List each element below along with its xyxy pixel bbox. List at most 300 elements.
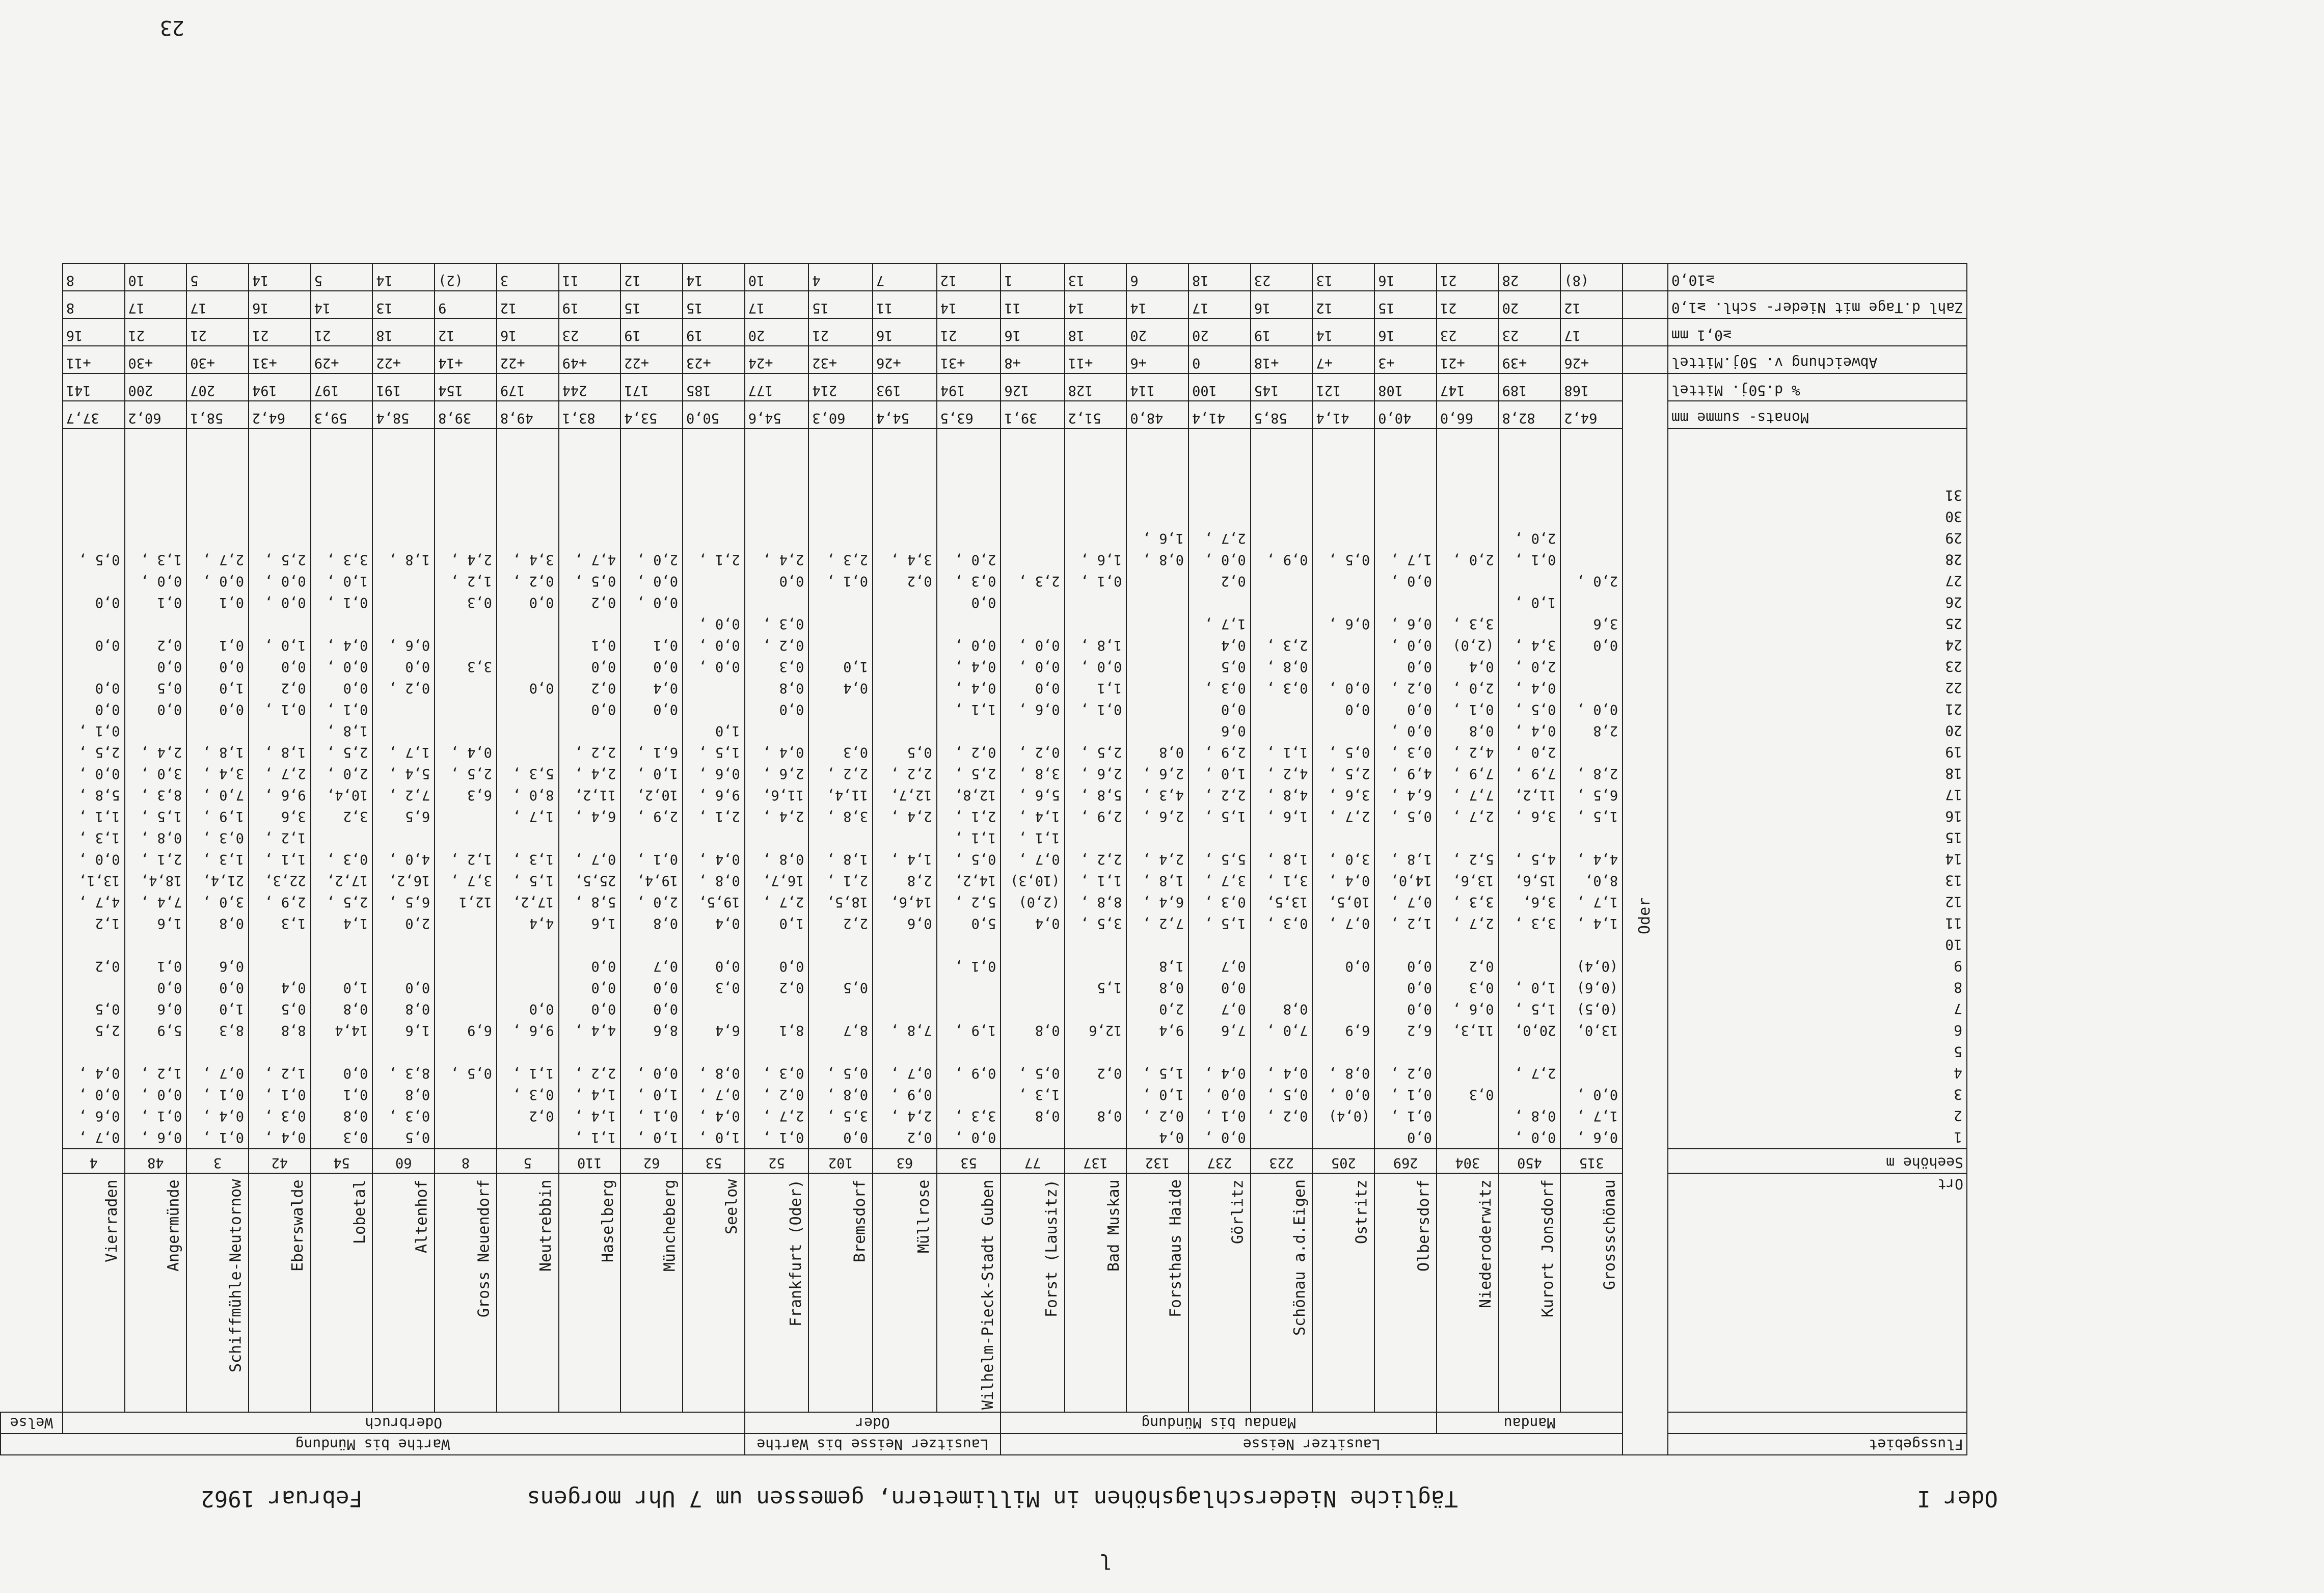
daily-value: 0,1 bbox=[343, 1087, 368, 1103]
daily-value: 1,1 , bbox=[512, 1065, 554, 1082]
daily-value bbox=[439, 931, 492, 953]
daily-value: 2,4 , bbox=[1142, 851, 1184, 868]
daily-value bbox=[563, 610, 616, 632]
station-name-cell bbox=[1499, 1173, 1561, 1412]
daily-value bbox=[1565, 1060, 1618, 1081]
daily-value bbox=[315, 824, 368, 846]
daily-value: 7,2 , bbox=[1142, 915, 1184, 932]
daily-values bbox=[745, 428, 809, 1149]
daily-value: 0,0 bbox=[1221, 980, 1246, 996]
daily-value: 1,5 , bbox=[1204, 915, 1246, 932]
daily-value bbox=[687, 482, 740, 503]
daily-value: 3,0 , bbox=[1328, 851, 1370, 868]
daily-value: 6,3 bbox=[467, 787, 492, 803]
day-label: 15 bbox=[1945, 829, 1962, 847]
deviation-value: +26 bbox=[1560, 346, 1623, 373]
daily-values bbox=[63, 428, 125, 1149]
daily-value: 14,2, bbox=[955, 873, 996, 889]
header-title: Tägliche Niederschlagshöhen in Millimetern, gemessen um 7 Uhr morgens bbox=[527, 1486, 1458, 1511]
daily-value: 8,1 bbox=[779, 1022, 804, 1039]
days-ge-10-0-value: 14 bbox=[249, 263, 311, 291]
daily-value: 0,4 , bbox=[955, 659, 996, 675]
daily-value bbox=[941, 610, 996, 632]
daily-value bbox=[501, 610, 554, 632]
daily-value: 0,8 bbox=[1283, 1001, 1308, 1017]
daily-value bbox=[687, 696, 740, 717]
daily-value: 2,9 , bbox=[1204, 744, 1246, 761]
header-month: Februar 1962 bbox=[201, 1486, 363, 1511]
daily-value bbox=[1503, 931, 1556, 953]
daily-value: 0,0 bbox=[157, 659, 182, 675]
daily-value: 0,2 , bbox=[955, 744, 996, 761]
daily-value: 2,1 , bbox=[140, 851, 182, 868]
daily-value: 3,3 , bbox=[1452, 894, 1494, 910]
daily-value: 1,2 , bbox=[264, 830, 306, 846]
daily-value: 0,5 bbox=[157, 680, 182, 696]
daily-value: 0,1 , bbox=[1452, 701, 1494, 718]
daily-value: 1,0 , bbox=[1515, 595, 1556, 611]
daily-value: 1,1 , bbox=[574, 1129, 616, 1146]
daily-values bbox=[1001, 428, 1064, 1149]
daily-value: 1,2 bbox=[95, 915, 120, 932]
station-name: Eberswalde bbox=[289, 1179, 307, 1272]
day-label: 4 bbox=[1954, 1065, 1962, 1082]
daily-value: 0,2 , bbox=[1390, 680, 1432, 696]
daily-value: 0,0 bbox=[591, 980, 616, 996]
daily-value: 0,0 bbox=[971, 595, 996, 611]
daily-value: 17,2, bbox=[327, 873, 368, 889]
deviation-value: +7 bbox=[1312, 346, 1374, 373]
daily-value: 3,7 , bbox=[450, 873, 492, 889]
day-label: 9 bbox=[1954, 958, 1962, 975]
daily-value: 1,7 , bbox=[512, 808, 554, 825]
daily-value: 0,1 bbox=[157, 958, 182, 975]
daily-value: 0,0 bbox=[405, 659, 430, 675]
daily-value: 8,7 bbox=[843, 1022, 869, 1039]
daily-value: 0,5 bbox=[907, 744, 932, 761]
daily-value: 2,6 , bbox=[1142, 766, 1184, 782]
daily-value: 2,2 , bbox=[1080, 851, 1122, 868]
daily-value: 1,3 , bbox=[78, 830, 120, 846]
daily-value bbox=[1503, 824, 1556, 846]
days-ge-0-1-value: 19 bbox=[1251, 318, 1313, 346]
sub-basin: Mandau bbox=[1437, 1412, 1623, 1434]
station-elevation: 48 bbox=[125, 1149, 187, 1173]
daily-value: 0,9 , bbox=[890, 1087, 932, 1103]
daily-values bbox=[1251, 428, 1313, 1149]
daily-value: 2,0 , bbox=[1452, 680, 1494, 696]
station-name-cell bbox=[1437, 1173, 1499, 1412]
daily-value bbox=[1131, 568, 1184, 589]
daily-value: 2,4 , bbox=[450, 552, 492, 568]
daily-value bbox=[501, 525, 554, 546]
daily-value bbox=[1069, 1081, 1122, 1102]
daily-value: 0,0 , bbox=[78, 851, 120, 868]
day-label: 31 bbox=[1945, 487, 1962, 504]
daily-values bbox=[1560, 428, 1623, 1149]
daily-value: 7,0 , bbox=[1266, 1022, 1308, 1039]
daily-value bbox=[67, 974, 120, 995]
daily-value bbox=[439, 1124, 492, 1145]
daily-value bbox=[749, 995, 804, 1017]
daily-value: 1,0 , bbox=[1142, 1087, 1184, 1103]
monthly-sum-value: 53,4 bbox=[620, 401, 683, 428]
daily-value: 0,0 bbox=[653, 980, 678, 996]
days-ge-0-1-value: 16 bbox=[497, 318, 559, 346]
daily-value: 1,0 bbox=[219, 1001, 244, 1017]
river-basin: Lausitzer Neisse bis Warthe bbox=[745, 1434, 1001, 1455]
daily-value: 0,5 , bbox=[1328, 552, 1370, 568]
daily-value bbox=[877, 589, 932, 610]
station-name: Ostritz bbox=[1353, 1179, 1371, 1244]
daily-value: 0,0 bbox=[343, 1065, 368, 1082]
daily-value: 0,4 , bbox=[327, 637, 368, 654]
daily-value: 0,5 , bbox=[450, 1065, 492, 1082]
days-ge-1-0-value: 11 bbox=[1001, 291, 1064, 318]
daily-value: 0,4 bbox=[843, 680, 869, 696]
sub-basin: Mandau bis Mündung bbox=[1001, 1412, 1437, 1434]
daily-value: 0,6 , bbox=[140, 1129, 182, 1146]
daily-value: 3,4 , bbox=[202, 766, 244, 782]
pencil-mark: l bbox=[1099, 1549, 1112, 1573]
day-label: 2 bbox=[1954, 1108, 1962, 1125]
daily-value: 3,5 , bbox=[1080, 915, 1122, 932]
daily-value: (0,4) bbox=[1328, 1108, 1370, 1124]
daily-value: 0,0 bbox=[1345, 958, 1370, 975]
daily-value: 0,0 bbox=[591, 1001, 616, 1017]
deviation-value: 0 bbox=[1188, 346, 1251, 373]
daily-value: 0,4 , bbox=[450, 744, 492, 761]
daily-value bbox=[501, 974, 554, 995]
daily-value bbox=[1503, 1081, 1556, 1102]
daily-value: 0,1 bbox=[219, 595, 244, 611]
daily-value: 0,0 , bbox=[636, 595, 678, 611]
daily-value: 0,0 bbox=[591, 659, 616, 675]
daily-value: 0,0 , bbox=[698, 616, 740, 632]
daily-value: 2,4 , bbox=[890, 808, 932, 825]
daily-value: 1,0 , bbox=[636, 1087, 678, 1103]
days-ge-0-1-value: 18 bbox=[1065, 318, 1127, 346]
daily-value: 0,0 bbox=[779, 701, 804, 718]
daily-value: 0,3 , bbox=[202, 830, 244, 846]
elevation-row bbox=[1, 1149, 1967, 1173]
percent-of-mean-value: 108 bbox=[1374, 373, 1437, 401]
percent-of-mean-value: 207 bbox=[186, 373, 249, 401]
daily-value bbox=[1131, 610, 1184, 632]
day-label: 1 bbox=[1954, 1129, 1962, 1146]
daily-value bbox=[749, 824, 804, 846]
daily-value: 8,0, bbox=[1585, 873, 1618, 889]
daily-value bbox=[1441, 589, 1494, 610]
station-elevation: 137 bbox=[1065, 1149, 1127, 1173]
daily-value: 6,4 , bbox=[1390, 787, 1432, 803]
days-ge-10-0-value: 12 bbox=[937, 263, 1001, 291]
daily-value: 2,3 , bbox=[1266, 637, 1308, 654]
daily-value: 2,5 , bbox=[1328, 766, 1370, 782]
station-elevation: 62 bbox=[620, 1149, 683, 1173]
daily-value bbox=[1441, 1124, 1494, 1145]
daily-value bbox=[1005, 974, 1060, 995]
daily-value: 1,2 , bbox=[264, 1065, 306, 1082]
days-ge-10-0-value: 5 bbox=[311, 263, 373, 291]
daily-value: 0,1 , bbox=[202, 1087, 244, 1103]
monthly-sum-value: 54,6 bbox=[745, 401, 809, 428]
daily-values bbox=[620, 428, 683, 1149]
daily-value: 1,6 bbox=[591, 915, 616, 932]
daily-value: 0,1 , bbox=[1080, 573, 1122, 589]
daily-value: 0,2 bbox=[95, 958, 120, 975]
daily-value: 0,6 , bbox=[1576, 1129, 1618, 1146]
daily-value bbox=[687, 824, 740, 846]
daily-value: 1,7 , bbox=[1576, 1108, 1618, 1124]
daily-value: 0,9 , bbox=[955, 1065, 996, 1082]
daily-value: 0,5 bbox=[281, 1001, 306, 1017]
deviation-value: +49 bbox=[559, 346, 621, 373]
daily-value: 3,8 , bbox=[826, 808, 869, 825]
day-label: 20 bbox=[1945, 722, 1962, 740]
daily-value bbox=[501, 482, 554, 503]
daily-value: 0,5 , bbox=[1328, 744, 1370, 761]
daily-value: 0,1 , bbox=[1390, 1087, 1432, 1103]
daily-value: 0,8 , bbox=[1515, 1108, 1556, 1124]
daily-value bbox=[377, 589, 430, 610]
daily-value: 2,9 , bbox=[1080, 808, 1122, 825]
daily-value bbox=[377, 568, 430, 589]
daily-value bbox=[439, 674, 492, 696]
station-elevation: 52 bbox=[745, 1149, 809, 1173]
daily-value: 0,3 , bbox=[327, 851, 368, 868]
daily-value bbox=[941, 503, 996, 525]
daily-value bbox=[687, 589, 740, 610]
daily-value: 0,0 , bbox=[202, 573, 244, 589]
daily-value bbox=[1069, 525, 1122, 546]
monthly-sum-value: 54,4 bbox=[873, 401, 937, 428]
daily-value: 0,7 , bbox=[890, 1065, 932, 1082]
daily-value: 2,5 , bbox=[450, 766, 492, 782]
daily-value: 0,6 bbox=[219, 958, 244, 975]
daily-value: 10,4, bbox=[327, 787, 368, 803]
daily-value bbox=[1317, 995, 1370, 1017]
oder-column-cont bbox=[1623, 346, 1668, 373]
days-ge-10-0-value: 8 bbox=[63, 263, 125, 291]
daily-value: 0,0 , bbox=[1328, 680, 1370, 696]
daily-value: 0,0 , bbox=[1018, 637, 1060, 654]
monthly-sum-value: 49,8 bbox=[497, 401, 559, 428]
percent-of-mean-value: 189 bbox=[1499, 373, 1561, 401]
percent-of-mean-value: 126 bbox=[1001, 373, 1064, 401]
daily-value bbox=[1565, 546, 1618, 568]
daily-values bbox=[1499, 428, 1561, 1149]
daily-value bbox=[1255, 696, 1308, 717]
daily-value: 9,6 , bbox=[264, 787, 306, 803]
daily-value: 1,6 , bbox=[1142, 530, 1184, 547]
daily-value: 3,2 bbox=[343, 808, 368, 825]
day-label: 22 bbox=[1945, 680, 1962, 697]
daily-value: 3,0 , bbox=[140, 766, 182, 782]
daily-value: 0,7 bbox=[1221, 1001, 1246, 1017]
day-label: 21 bbox=[1945, 701, 1962, 718]
deviation-value: +30 bbox=[186, 346, 249, 373]
daily-value: 0,4 , bbox=[202, 1108, 244, 1124]
daily-value bbox=[877, 717, 932, 739]
daily-value: 0,0 bbox=[779, 958, 804, 975]
sub-basin: Welse bbox=[1, 1412, 63, 1434]
daily-value: 1,7 , bbox=[1576, 894, 1618, 910]
deviation-value: +24 bbox=[745, 346, 809, 373]
daily-value bbox=[877, 931, 932, 953]
daily-value: 0,5 bbox=[405, 1129, 430, 1146]
daily-value bbox=[439, 696, 492, 717]
daily-value: 1,0 bbox=[343, 980, 368, 996]
daily-value: 11,3, bbox=[1452, 1022, 1494, 1039]
daily-value bbox=[1005, 931, 1060, 953]
daily-value: 1,4 bbox=[343, 915, 368, 932]
daily-value: 1,0 , bbox=[264, 637, 306, 654]
days-ge-1-0-value: 14 bbox=[1065, 291, 1127, 318]
daily-value: 2,6 , bbox=[763, 766, 804, 782]
percent-of-mean-value: 128 bbox=[1065, 373, 1127, 401]
day-label: 28 bbox=[1945, 551, 1962, 569]
station-name: Haselberg bbox=[599, 1179, 617, 1262]
oder-label: Oder bbox=[1636, 897, 1654, 935]
daily-value bbox=[563, 525, 616, 546]
percent-of-mean-value: 200 bbox=[125, 373, 187, 401]
daily-value bbox=[501, 717, 554, 739]
daily-value bbox=[191, 525, 244, 546]
percent-of-mean-value: 191 bbox=[372, 373, 435, 401]
daily-value bbox=[813, 525, 868, 546]
daily-value bbox=[1379, 589, 1432, 610]
daily-value: 1,9 , bbox=[955, 1022, 996, 1039]
deviation-value: +22 bbox=[620, 346, 683, 373]
daily-value bbox=[1069, 610, 1122, 632]
daily-value bbox=[439, 953, 492, 974]
daily-values bbox=[1126, 428, 1188, 1149]
daily-value bbox=[813, 717, 868, 739]
daily-value: 11,2, bbox=[574, 787, 616, 803]
daily-value: 1,0 , bbox=[1515, 980, 1556, 996]
daily-value: 1,0 bbox=[843, 659, 869, 675]
daily-value: 1,1 , bbox=[955, 830, 996, 846]
subbasin-label bbox=[1668, 1412, 1967, 1434]
daily-value: 0,4 bbox=[653, 680, 678, 696]
daily-value bbox=[1565, 824, 1618, 846]
daily-value: 1,5 , bbox=[1576, 808, 1618, 825]
percent-of-mean-value: 154 bbox=[435, 373, 497, 401]
daily-value bbox=[439, 803, 492, 824]
daily-value: 25,5, bbox=[574, 873, 616, 889]
daily-value: 0,0 bbox=[95, 680, 120, 696]
daily-value bbox=[563, 482, 616, 503]
daily-value: 13,1, bbox=[78, 873, 120, 889]
river-basin: Warthe bis Mündung bbox=[1, 1434, 745, 1455]
daily-value: 0,5 , bbox=[1390, 808, 1432, 825]
days-ge-0-1-value: 17 bbox=[1560, 318, 1623, 346]
daily-value: 1,7 , bbox=[1390, 552, 1432, 568]
river-basin: Lausitzer Neisse bbox=[1001, 1434, 1623, 1455]
daily-value: 0,0 , bbox=[955, 1129, 996, 1146]
daily-value: 14,6, bbox=[890, 894, 932, 910]
daily-values bbox=[497, 428, 559, 1149]
daily-value: 2,6 , bbox=[1080, 766, 1122, 782]
daily-value bbox=[439, 1102, 492, 1124]
daily-value: 0,3 , bbox=[264, 1108, 306, 1124]
daily-value: 0,1 , bbox=[955, 958, 996, 975]
daily-value: 1,4 , bbox=[574, 1087, 616, 1103]
daily-value: 0,7 , bbox=[574, 851, 616, 868]
deviation-value: +11 bbox=[63, 346, 125, 373]
daily-value bbox=[439, 717, 492, 739]
days-ge-0-1-value: 20 bbox=[745, 318, 809, 346]
deviation-value: +31 bbox=[249, 346, 311, 373]
daily-value: 0,4 , bbox=[763, 744, 804, 761]
daily-value bbox=[1193, 503, 1246, 525]
daily-value: 11,2, bbox=[1515, 787, 1556, 803]
daily-value: 0,5 bbox=[95, 1001, 120, 1017]
daily-value: 1,1 , bbox=[78, 808, 120, 825]
daily-values bbox=[311, 428, 373, 1149]
daily-value: 0,8 , bbox=[698, 873, 740, 889]
deviation-value: +22 bbox=[497, 346, 559, 373]
station-elevation: 304 bbox=[1437, 1149, 1499, 1173]
days-ge-0-1-value: 16 bbox=[1001, 318, 1064, 346]
daily-value bbox=[1005, 482, 1060, 503]
daily-value: 0,0 bbox=[343, 680, 368, 696]
daily-value: 0,0 , bbox=[698, 659, 740, 675]
station-elevation: 4 bbox=[63, 1149, 125, 1173]
daily-value bbox=[1441, 931, 1494, 953]
daily-value bbox=[1379, 482, 1432, 503]
daily-value: 0,1 , bbox=[1204, 1108, 1246, 1124]
percent-of-mean-value: 179 bbox=[497, 373, 559, 401]
daily-value bbox=[1131, 696, 1184, 717]
daily-value: 0,6 , bbox=[1390, 616, 1432, 632]
daily-value bbox=[439, 503, 492, 525]
daily-value: 0,1 bbox=[219, 637, 244, 654]
daily-value: 1,6 bbox=[157, 915, 182, 932]
daily-value bbox=[501, 696, 554, 717]
station-name: Niederoderwitz bbox=[1477, 1179, 1495, 1308]
daily-value: 0,2 , bbox=[1390, 1065, 1432, 1082]
daily-value: (10,3) bbox=[1010, 873, 1060, 889]
daily-value: 1,1 , bbox=[1266, 744, 1308, 761]
daily-value: 6,5 , bbox=[388, 894, 430, 910]
daily-value: 6,4 bbox=[715, 1022, 740, 1039]
daily-value: 4,3 , bbox=[1142, 787, 1184, 803]
daily-value: 1,8 , bbox=[327, 723, 368, 739]
station-name: Neutrebbin bbox=[537, 1179, 555, 1272]
days-ge-1-0-value: 16 bbox=[1251, 291, 1313, 318]
daily-value: 2,5 , bbox=[264, 552, 306, 568]
daily-value bbox=[1069, 589, 1122, 610]
daily-value: 3,6, bbox=[1523, 894, 1556, 910]
zahl-tage-label: Zahl d.Tage mit Nieder- schl. bbox=[1714, 300, 1963, 317]
daily-value bbox=[625, 482, 678, 503]
daily-value: 11,4, bbox=[826, 787, 869, 803]
daily-value: 0,0 , bbox=[1018, 659, 1060, 675]
daily-value: 2,7 , bbox=[202, 552, 244, 568]
daily-value: 2,7 , bbox=[264, 766, 306, 782]
daily-value: 1,1 , bbox=[264, 851, 306, 868]
daily-value: 0,0 , bbox=[1080, 659, 1122, 675]
daily-value bbox=[1565, 525, 1618, 546]
daily-value: 7,6 bbox=[1221, 1022, 1246, 1039]
daily-value bbox=[1317, 931, 1370, 953]
station-name: Schönau a.d.Eigen bbox=[1290, 1179, 1309, 1336]
percent-of-mean-value: 147 bbox=[1437, 373, 1499, 401]
daily-value bbox=[1441, 1038, 1494, 1060]
daily-value: 0,0 bbox=[219, 659, 244, 675]
